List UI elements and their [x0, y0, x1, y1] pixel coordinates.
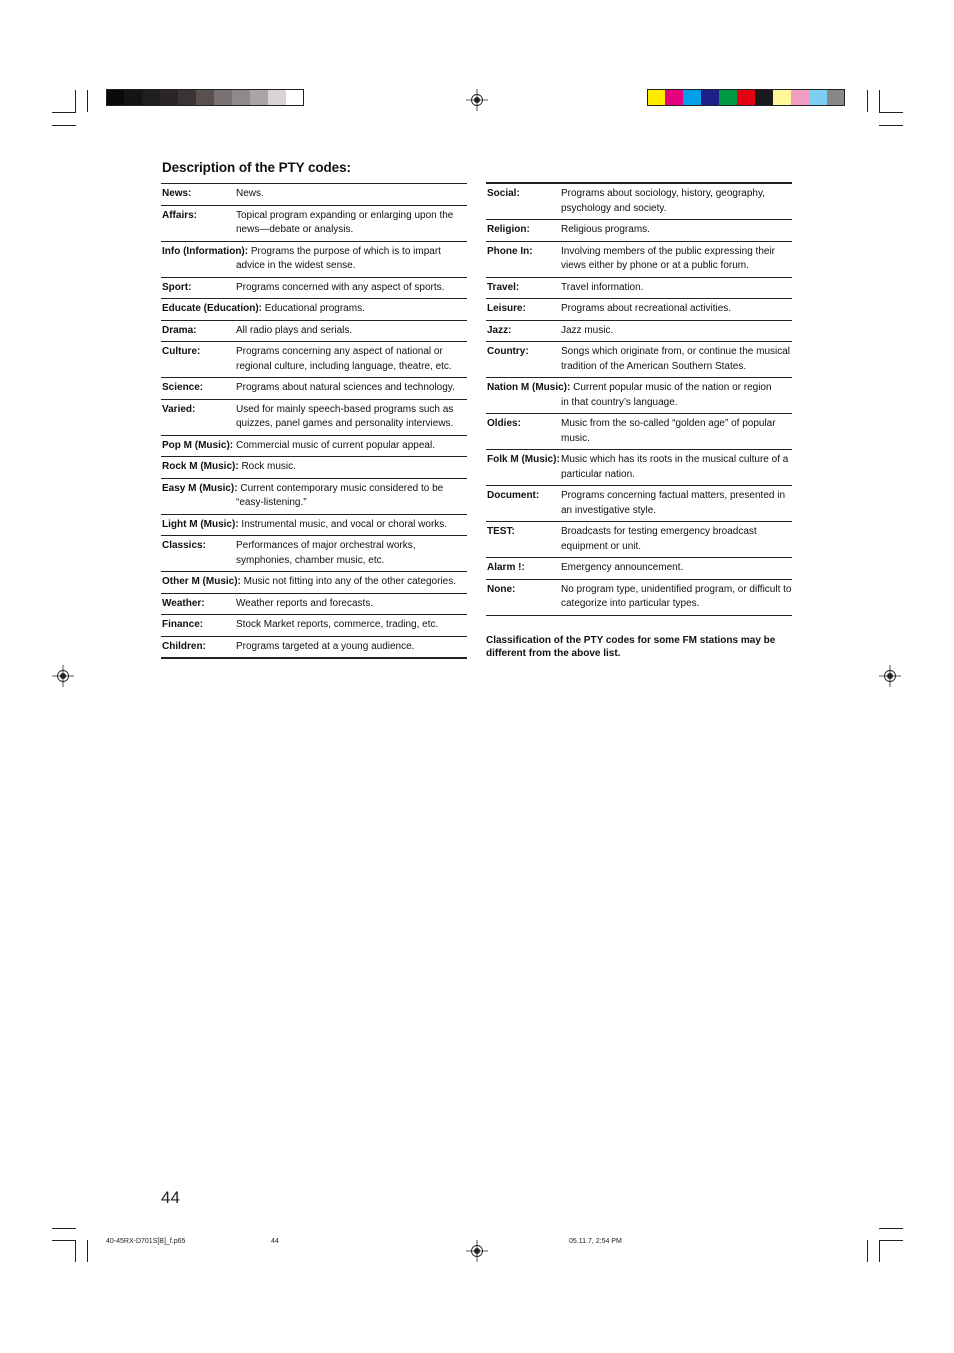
- pty-definition: Commercial music of current popular appeal.: [236, 439, 435, 451]
- pty-definition: Music not fitting into any of the other categories.: [240, 576, 457, 587]
- calibration-swatch: [124, 89, 142, 106]
- pty-entry: [486, 321, 792, 343]
- calibration-swatch: [196, 89, 214, 106]
- pty-definition: No program type, unidentified program, or difficult to categorize into particular types.: [561, 583, 792, 609]
- pty-entry: [486, 580, 792, 616]
- pty-entry: [486, 558, 792, 580]
- pty-term: Document:: [487, 490, 540, 501]
- pty-definition: Programs concerning any aspect of national or regional culture, including language, theatre, etc.: [236, 346, 452, 372]
- calibration-swatch: [791, 89, 809, 106]
- pty-definition: Involving members of the public expressing their views either by phone or at a public forum.: [561, 245, 775, 271]
- pty-term: Social:: [487, 188, 520, 199]
- calibration-swatch: [142, 89, 160, 106]
- pty-entry: [486, 342, 792, 378]
- pty-definition: Travel information.: [561, 281, 644, 293]
- registration-target-icon: [466, 89, 488, 111]
- pty-definition: Programs concerning factual matters, presented in an investigative style.: [561, 490, 785, 516]
- pty-term: Info (Information):: [162, 245, 249, 257]
- crop-mark: [75, 90, 76, 112]
- pty-term: Educate (Education):: [162, 303, 263, 314]
- pty-definition: Programs about natural sciences and technology.: [236, 382, 455, 393]
- crop-mark: [75, 1240, 76, 1262]
- pty-term: Phone In:: [487, 245, 533, 257]
- pty-term: Rock M (Music):: [162, 461, 239, 472]
- pty-term: Nation M (Music):: [487, 382, 571, 393]
- pty-term: Weather:: [162, 597, 205, 609]
- pty-entry: [161, 572, 467, 594]
- pty-entry: [161, 400, 467, 436]
- pty-definition: Programs about sociology, history, geography, psychology and society.: [561, 188, 765, 214]
- pty-term: Easy M (Music):: [162, 482, 238, 494]
- crop-mark: [879, 1240, 903, 1241]
- pty-definition: Current popular music of the nation or region: [570, 382, 772, 393]
- pty-definition-continued: “easy-listening.”: [236, 497, 307, 508]
- crop-mark: [87, 90, 88, 112]
- footer-datetime: 05.11.7, 2:54 PM: [569, 1238, 622, 1245]
- pty-term: Pop M (Music):: [162, 439, 234, 451]
- pty-term: Jazz:: [487, 324, 512, 336]
- crop-mark: [52, 125, 76, 126]
- pty-definition: Programs the purpose of which is to impart: [248, 245, 441, 257]
- pty-entry: [161, 184, 467, 206]
- pty-term: TEST:: [487, 526, 515, 537]
- pty-term: Science:: [162, 382, 204, 393]
- pty-term: Light M (Music):: [162, 518, 239, 530]
- pty-definition: Rock music.: [238, 461, 296, 472]
- pty-definition: Instrumental music, and vocal or choral works.: [238, 518, 448, 530]
- calibration-swatch: [268, 89, 286, 106]
- pty-entry: [161, 321, 467, 343]
- pty-term: Children:: [162, 640, 206, 652]
- pty-term: Other M (Music):: [162, 576, 241, 587]
- color-calibration-bar: [647, 89, 845, 106]
- calibration-swatch: [737, 89, 755, 106]
- pty-definition: Stock Market reports, commerce, trading, etc.: [236, 619, 439, 630]
- pty-definition: Performances of major orchestral works, symphonies, chamber music, etc.: [236, 540, 416, 566]
- pty-entry: [161, 242, 467, 278]
- pty-entry: [161, 342, 467, 378]
- calibration-swatch: [665, 89, 683, 106]
- pty-definition: Programs targeted at a young audience.: [236, 640, 415, 652]
- pty-term: News:: [162, 188, 192, 199]
- calibration-swatch: [232, 89, 250, 106]
- crop-mark: [52, 1240, 76, 1241]
- pty-definition: Religious programs.: [561, 224, 650, 235]
- page-title: Description of the PTY codes:: [162, 160, 351, 175]
- pty-codes-left-list: [161, 183, 467, 659]
- pty-definition: Topical program expanding or enlarging upon the news—debate or analysis.: [236, 209, 454, 235]
- pty-entry: [161, 436, 467, 458]
- registration-target-icon: [52, 665, 74, 687]
- pty-term: Classics:: [162, 540, 206, 551]
- pty-definition: Programs concerned with any aspect of sports.: [236, 281, 445, 293]
- pty-term: Varied:: [162, 403, 196, 415]
- pty-entry: [486, 184, 792, 220]
- crop-mark: [879, 90, 880, 112]
- page-number: 44: [161, 1188, 180, 1207]
- calibration-swatch: [827, 89, 845, 106]
- footer-page: 44: [271, 1238, 279, 1245]
- pty-entry: [161, 457, 467, 479]
- pty-codes-right-list: [486, 182, 792, 616]
- pty-entry: [161, 615, 467, 637]
- pty-definition: Music which has its roots in the musical culture of a particular nation.: [561, 454, 789, 480]
- crop-mark: [879, 112, 903, 113]
- crop-mark: [879, 1228, 903, 1229]
- pty-entry: [486, 378, 792, 414]
- pty-definition: News.: [236, 188, 264, 199]
- pty-entry: [161, 479, 467, 515]
- calibration-swatch: [647, 89, 665, 106]
- pty-definition: Emergency announcement.: [561, 562, 684, 573]
- pty-definition: Used for mainly speech-based programs such as quizzes, panel games and personality interviews.: [236, 403, 454, 429]
- pty-definition: Weather reports and forecasts.: [236, 597, 374, 609]
- pty-term: Oldies:: [487, 418, 521, 429]
- pty-term: None:: [487, 583, 516, 595]
- classification-note: Classification of the PTY codes for some FM stations may be different from the above list.: [486, 635, 776, 659]
- pty-term: Religion:: [487, 224, 530, 235]
- pty-entry: [161, 299, 467, 321]
- pty-term: Alarm !:: [487, 562, 525, 573]
- pty-definition: Broadcasts for testing emergency broadcast equipment or unit.: [561, 526, 757, 552]
- calibration-swatch: [719, 89, 737, 106]
- pty-entry: [486, 242, 792, 278]
- pty-term: Folk M (Music):: [487, 454, 560, 465]
- pty-term: Sport:: [162, 281, 192, 293]
- pty-term: Culture:: [162, 346, 201, 357]
- calibration-swatch: [286, 89, 304, 106]
- pty-definition: Programs about recreational activities.: [561, 303, 732, 314]
- pty-entry: [486, 486, 792, 522]
- crop-mark: [879, 125, 903, 126]
- calibration-swatch: [683, 89, 701, 106]
- pty-term: Travel:: [487, 281, 520, 293]
- pty-entry: [161, 378, 467, 400]
- footer-file: 40-45RX-D701S[B]_f.p65: [106, 1238, 186, 1245]
- crop-mark: [52, 112, 76, 113]
- calibration-swatch: [178, 89, 196, 106]
- calibration-swatch: [160, 89, 178, 106]
- pty-entry: [161, 278, 467, 300]
- pty-definition: Current contemporary music considered to be: [237, 482, 444, 494]
- pty-term: Affairs:: [162, 209, 198, 221]
- crop-mark: [867, 90, 868, 112]
- pty-definition-continued: in that country’s language.: [561, 396, 678, 408]
- crop-mark: [52, 1228, 76, 1229]
- crop-mark: [87, 1240, 88, 1262]
- pty-definition: All radio plays and serials.: [236, 324, 353, 336]
- calibration-swatch: [701, 89, 719, 106]
- pty-term: Leisure:: [487, 303, 526, 314]
- pty-entry: [161, 637, 467, 658]
- registration-target-icon: [466, 1240, 488, 1262]
- pty-term: Finance:: [162, 619, 204, 630]
- calibration-swatch: [809, 89, 827, 106]
- calibration-swatch: [773, 89, 791, 106]
- pty-entry: [486, 299, 792, 321]
- grayscale-calibration-bar: [106, 89, 304, 106]
- calibration-swatch: [106, 89, 124, 106]
- pty-entry: [161, 594, 467, 616]
- crop-mark: [879, 1240, 880, 1262]
- pty-definition: Educational programs.: [262, 303, 365, 314]
- calibration-swatch: [755, 89, 773, 106]
- pty-definition: Music from the so-called “golden age” of popular music.: [561, 418, 776, 444]
- pty-entry: [486, 220, 792, 242]
- pty-entry: [486, 522, 792, 558]
- crop-mark: [867, 1240, 868, 1262]
- pty-term: Drama:: [162, 324, 197, 336]
- registration-target-icon: [879, 665, 901, 687]
- pty-entry: [486, 414, 792, 450]
- pty-term: Country:: [487, 346, 529, 357]
- pty-definition: Jazz music.: [561, 324, 614, 336]
- pty-definition: Songs which originate from, or continue the musical tradition of the American Southern States.: [561, 346, 791, 372]
- calibration-swatch: [214, 89, 232, 106]
- pty-entry: [161, 515, 467, 537]
- calibration-swatch: [250, 89, 268, 106]
- pty-entry: [486, 450, 792, 486]
- pty-definition-continued: advice in the widest sense.: [236, 260, 356, 271]
- pty-entry: [161, 536, 467, 572]
- pty-entry: [486, 278, 792, 300]
- pty-entry: [161, 206, 467, 242]
